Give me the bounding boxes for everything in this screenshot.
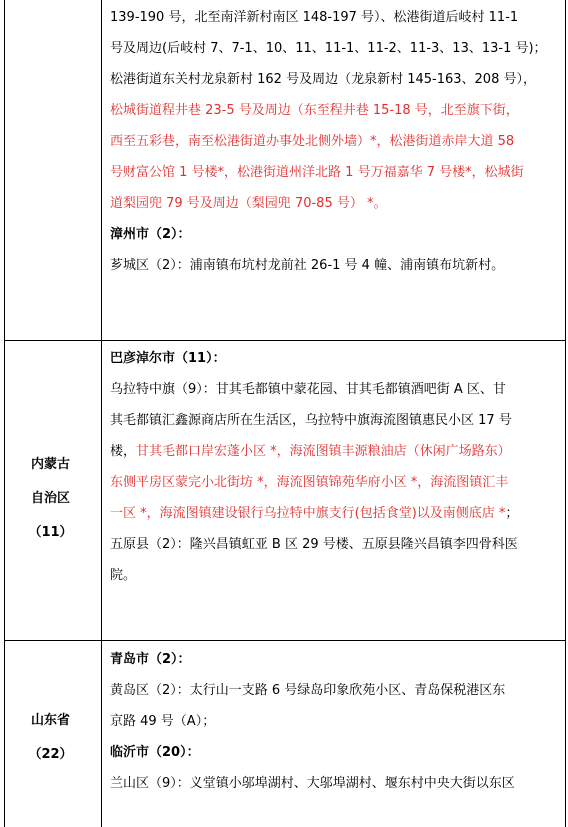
text-line [110,157,562,188]
section-fujian-content [110,2,562,281]
section-shandong-content [110,644,562,799]
text-segment: 院。 [110,568,137,583]
text-line [110,343,562,374]
text-segment: 兰山区（9）：义堂镇小邬埠湖村、大邬埠湖村、堰东村中央大街以东区 [110,776,515,791]
city-heading: 漳州市（2）： [110,227,191,242]
text-line [110,2,562,33]
text-line [110,467,562,498]
text-segment: 乌拉特中旗（9）：甘其毛都镇中蒙花园、甘其毛都镇酒吧街 A 区、甘 [110,382,506,397]
text-line [110,250,562,281]
text-segment: 其毛都镇汇鑫源商店所在生活区，乌拉特中旗海流图镇惠民小区 17 号 [110,413,512,428]
table-left-border [4,0,5,827]
text-line [110,529,562,560]
city-heading: 巴彦淖尔市（11）： [110,351,226,366]
province-label-line: 自治区 [30,491,70,506]
text-line [110,768,562,799]
text-segment: 楼， [110,444,137,459]
text-line [110,405,562,436]
province-label-line: （22） [28,747,73,762]
text-line [110,436,562,467]
text-line [110,64,562,95]
text-segment: 松城街道程井巷 23-5 号及周边（东至程井巷 15-18 号，北至旗下街， [110,103,519,118]
table-right-border [565,0,566,827]
province-label-line: （11） [28,525,73,540]
text-segment: 号及周边(后岐村 7、7-1、10、11、11-1、11-2、11-3、13、13-1 号)； [110,41,547,56]
text-line [110,374,562,405]
province-cell-inner-mongolia [0,448,101,550]
text-line [110,560,562,591]
city-heading: 临沂市（20）： [110,745,200,760]
text-segment: 139-190 号，北至南洋新村南区 148-197 号）、松港街道后岐村 11-1 [110,10,519,25]
text-line [110,737,562,768]
row-divider [4,640,566,641]
text-line [110,33,562,64]
text-line [110,219,562,250]
text-line [110,644,562,675]
text-segment: ； [505,506,519,521]
text-segment: 号财富公馆 1 号楼*，松港街道州洋北路 1 号万福嘉华 7 号楼*，松城街 [110,165,524,180]
text-segment: 松港街道东关村龙泉新村 162 号及周边（龙泉新村 145-163、208 号）， [110,72,536,87]
city-heading: 青岛市（2）： [110,652,191,667]
text-line [110,706,562,737]
section-inner-mongolia-content [110,343,562,591]
text-line [110,95,562,126]
text-segment: 京路 49 号（A）； [110,714,216,729]
row-divider [4,340,566,341]
text-segment: 一区 *，海流图镇建设银行乌拉特中旗支行(包括食堂)以及南侧底店 * [110,506,506,521]
text-segment: 东侧平房区蒙完小北街坊 *，海流图镇锦苑华府小区 *，海流图镇汇丰 [110,475,509,490]
text-line [110,188,562,219]
text-segment: 黄岛区（2）：太行山一支路 6 号绿岛印象欣苑小区、青岛保税港区东 [110,683,506,698]
text-line [110,126,562,157]
text-segment: 道梨园兜 79 号及周边（梨园兜 70-85 号） *。 [110,196,387,211]
text-segment: 芗城区（2）：浦南镇布坑村龙前社 26-1 号 4 幢、浦南镇布坑新村。 [110,258,505,273]
province-cell-shandong [0,704,101,772]
text-segment: 五原县（2）：隆兴昌镇虹亚 B 区 29 号楼、五原县隆兴昌镇李四骨科医 [110,537,518,552]
text-segment: 西至五彩巷，南至松港街道办事处北侧外墙）*，松港街道赤岸大道 58 [110,134,515,149]
province-label-line: 山东省 [30,713,70,728]
province-label-line: 内蒙古 [30,457,70,472]
text-line [110,498,562,529]
column-divider [101,0,102,827]
text-segment: 甘其毛都口岸宏蓬小区 *，海流图镇丰源粮油店（休闲广场路东） [136,444,511,459]
text-line [110,675,562,706]
